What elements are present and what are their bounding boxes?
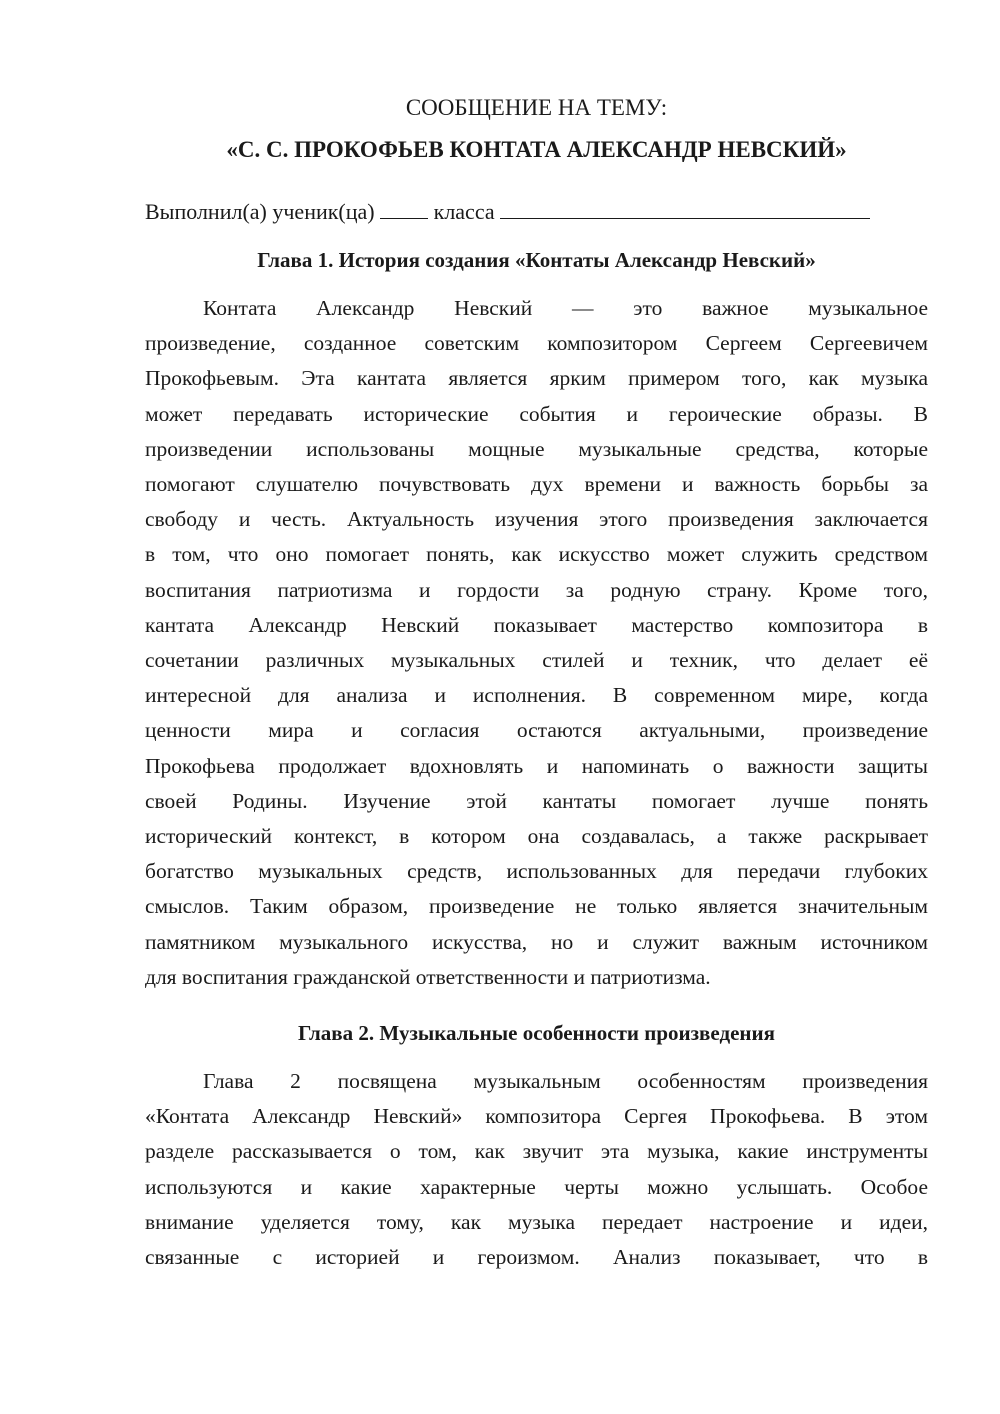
paragraph-line: произведение, созданное советским композитором Сергеем Сергеевичем <box>145 331 928 356</box>
paragraph-line: произведении использованы мощные музыкальные средства, которые <box>145 436 928 461</box>
paragraph-line: для воспитания гражданской ответственности и патриотизма. <box>145 964 711 989</box>
paragraph-line: связанные с историей и героизмом. Анализ показывает, что в <box>145 1245 928 1270</box>
paragraph-line: сочетании различных музыкальных стилей и техник, что делает её <box>145 648 928 673</box>
paragraph-line: в том, что оно помогает понять, как искусство может служить средством <box>145 542 928 567</box>
chapter-1-paragraph <box>145 291 928 995</box>
paragraph-line: помогают слушателю почувствовать дух времени и важность борьбы за <box>145 472 928 497</box>
paragraph-line: своей Родины. Изучение этой кантаты помогает лучше понять <box>145 788 928 813</box>
student-name-blank <box>500 198 870 219</box>
paragraph-line: исторический контекст, в котором она создавалась, а также раскрывает <box>145 824 928 849</box>
class-number-blank <box>380 198 428 219</box>
paragraph-line: Глава 2 посвящена музыкальным особенностям произведения <box>203 1069 928 1094</box>
paragraph-line: Прокофьева продолжает вдохновлять и напоминать о важности защиты <box>145 753 928 778</box>
author-prefix: Выполнил(а) ученик(ца) <box>145 199 375 224</box>
document-title: «С. С. ПРОКОФЬЕВ КОНТАТА АЛЕКСАНДР НЕВСКИЙ» <box>226 137 847 162</box>
chapter-2-title: Глава 2. Музыкальные особенности произведения <box>298 1021 775 1046</box>
topic-label: СООБЩЕНИЕ НА ТЕМУ: <box>405 95 668 120</box>
paragraph-line: богатство музыкальных средств, использованных для передачи глубоких <box>145 859 928 884</box>
class-label: класса <box>433 199 495 224</box>
author-line <box>145 196 928 228</box>
paragraph-line: интересной для анализа и исполнения. В современном мире, когда <box>145 683 928 708</box>
paragraph-line: памятником музыкального искусства, но и служит важным источником <box>145 929 928 954</box>
paragraph-line: «Контата Александр Невский» композитора Сергея Прокофьева. В этом <box>145 1104 928 1129</box>
paragraph-line: свободу и честь. Актуальность изучения этого произведения заключается <box>145 507 928 532</box>
paragraph-line: разделе рассказывается о том, как звучит эта музыка, какие инструменты <box>145 1139 928 1164</box>
chapter-2-paragraph <box>145 1064 928 1275</box>
paragraph-line: может передавать исторические события и героические образы. В <box>145 401 928 426</box>
paragraph-line: ценности мира и согласия остаются актуальными, произведение <box>145 718 928 743</box>
paragraph-line: воспитания патриотизма и гордости за родную страну. Кроме того, <box>145 577 928 602</box>
paragraph-line: используются и какие характерные черты можно услышать. Особое <box>145 1174 928 1199</box>
paragraph-line: Контата Александр Невский — это важное музыкальное <box>203 296 928 320</box>
chapter-1-title: Глава 1. История создания «Контаты Александр Невский» <box>257 248 816 272</box>
document-page <box>145 92 928 1275</box>
paragraph-line: внимание уделяется тому, как музыка передает настроение и идеи, <box>145 1209 928 1234</box>
paragraph-line: смыслов. Таким образом, произведение не только является значительным <box>145 894 928 919</box>
paragraph-line: Прокофьевым. Эта кантата является ярким примером того, как музыка <box>145 366 928 391</box>
paragraph-line: кантата Александр Невский показывает мастерство композитора в <box>145 612 928 637</box>
